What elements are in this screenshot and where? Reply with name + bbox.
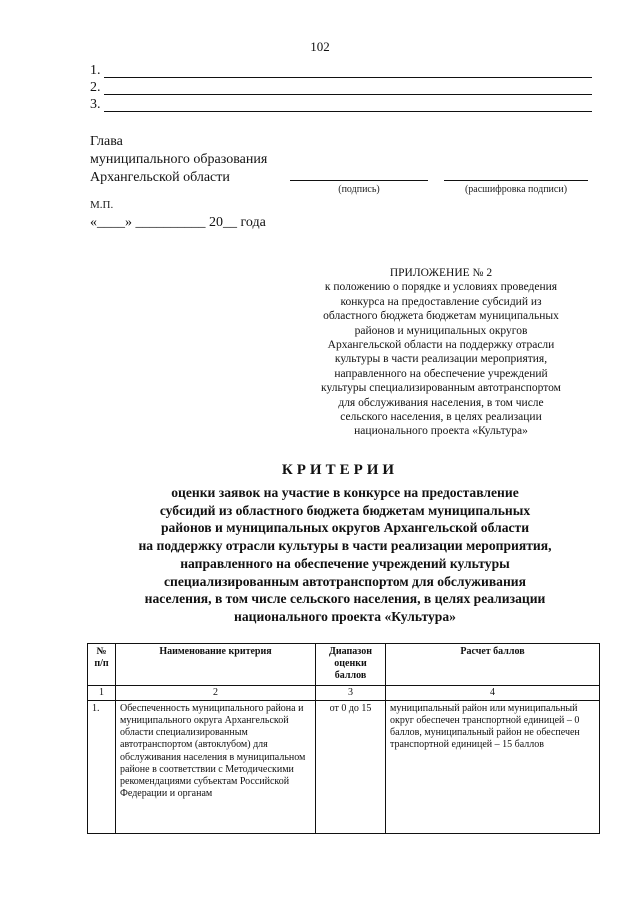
document-title: КРИТЕРИИ (281, 462, 399, 478)
appendix-line: ПРИЛОЖЕНИЕ № 2 (389, 267, 493, 279)
head-title-line-3: Архангельской области (90, 170, 230, 185)
numbered-line-1-underline (104, 77, 592, 78)
appendix-line: направленного на обеспечение учреждений (334, 367, 548, 380)
row-number: 1. (88, 700, 116, 833)
appendix-line: национального проекта «Культура» (354, 425, 528, 438)
head-title-line-2: муниципального образования (90, 152, 268, 167)
signature-line (290, 180, 428, 181)
subtitle-line: субсидий из областного бюджета бюджетам муниципальных (159, 502, 531, 518)
appendix-line: Архангельской области на поддержку отрасли (327, 339, 555, 352)
appendix-block (300, 266, 582, 439)
subtitle-line: районов и муниципальных округов Архангельской области (160, 520, 530, 536)
page-number: 102 (310, 39, 330, 54)
document-subtitle (80, 484, 610, 626)
date-line: «____» __________ 20__ года (90, 215, 266, 230)
appendix-line: культуры специализированным автотранспортом (321, 382, 561, 395)
numbered-line-2-underline (104, 94, 592, 95)
numbering-cell: 3 (316, 685, 386, 700)
appendix-line: районов и муниципальных округов (354, 324, 528, 337)
seal-label: М.П. (90, 199, 114, 211)
appendix-line: для обслуживания населения, в том числе (338, 396, 544, 409)
decoding-caption: (расшифровка подписи) (464, 184, 568, 195)
row-calculation: муниципальный район или муниципальный округ обеспечен транспортной единицей – 0 баллов, муниципальный район не обеспечен транспортной единицей – 15 баллов (386, 700, 600, 833)
numbered-line-3-label: 3. (90, 97, 101, 112)
header-number: № п/п (88, 644, 116, 686)
numbering-cell: 1 (88, 685, 116, 700)
subtitle-line: направленного на обеспечение учреждений культуры (180, 555, 510, 571)
appendix-line: областного бюджета бюджетам муниципальных (323, 310, 559, 323)
header-range: Диапазон оценки баллов (316, 644, 386, 686)
table-header-row (88, 644, 600, 686)
subtitle-line: специализированным автотранспортом для обслуживания (164, 573, 526, 589)
table-numbering-row (88, 685, 600, 700)
decoding-line (444, 180, 588, 181)
signature-caption: (подпись) (338, 184, 380, 195)
row-criterion: Обеспеченность муниципального района и муниципального округа Архангельской области специализированным автотранспортом (автоклубом) для обслуживания населения в муниципальном районе в соответствии с Методическими рекомендациями субъектам Российской Федерации и органам (116, 700, 316, 833)
numbered-line-1-label: 1. (90, 63, 101, 78)
subtitle-line: населения, в том числе сельского населения, в целях реализации (144, 591, 546, 607)
subtitle-line: оценки заявок на участие в конкурсе на предоставление (171, 485, 519, 500)
row-range: от 0 до 15 (316, 700, 386, 833)
numbered-line-2-label: 2. (90, 80, 101, 95)
subtitle-line: национального проекта «Культура» (234, 608, 456, 624)
subtitle-line: на поддержку отрасли культуры в части реализации мероприятия, (138, 538, 552, 554)
numbering-cell: 4 (386, 685, 600, 700)
numbered-line-3-underline (104, 111, 592, 112)
appendix-line: культуры в части реализации мероприятия, (334, 353, 548, 366)
numbering-cell: 2 (116, 685, 316, 700)
header-criterion: Наименование критерия (116, 644, 316, 686)
appendix-line: сельского населения, в целях реализации (340, 411, 542, 424)
header-calculation: Расчет баллов (386, 644, 600, 686)
appendix-line: конкурса на предоставление субсидий из (340, 295, 542, 308)
appendix-line: к положению о порядке и условиях проведения (324, 281, 558, 294)
head-title-line-1: Глава (90, 134, 123, 149)
criteria-table (87, 643, 600, 834)
table-row (88, 700, 600, 833)
